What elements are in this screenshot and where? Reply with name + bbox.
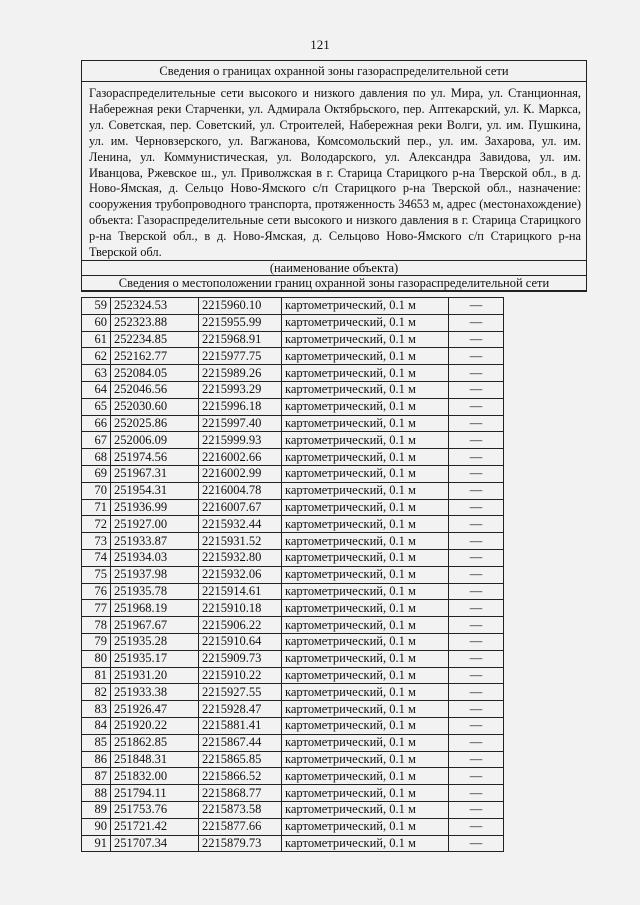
table-row xyxy=(82,465,504,482)
x-coordinate-cell: 251974.56 xyxy=(111,449,199,466)
method-cell: картометрический, 0.1 м xyxy=(282,465,449,482)
method-cell: картометрический, 0.1 м xyxy=(282,768,449,785)
y-coordinate-cell: 2215996.18 xyxy=(199,398,282,415)
points-table-wrap xyxy=(0,297,640,852)
y-coordinate-cell: 2215879.73 xyxy=(199,835,282,852)
table-row xyxy=(82,583,504,600)
x-coordinate-cell: 251707.34 xyxy=(111,835,199,852)
description-cell: — xyxy=(449,717,504,734)
y-coordinate-cell: 2215999.93 xyxy=(199,432,282,449)
y-coordinate-cell: 2215931.52 xyxy=(199,533,282,550)
y-coordinate-cell: 2215932.80 xyxy=(199,549,282,566)
table-row xyxy=(82,785,504,802)
x-coordinate-cell: 251926.47 xyxy=(111,701,199,718)
point-number-cell: 88 xyxy=(82,785,111,802)
method-cell: картометрический, 0.1 м xyxy=(282,667,449,684)
y-coordinate-cell: 2216007.67 xyxy=(199,499,282,516)
method-cell: картометрический, 0.1 м xyxy=(282,348,449,365)
table-row xyxy=(82,751,504,768)
method-cell: картометрический, 0.1 м xyxy=(282,751,449,768)
method-cell: картометрический, 0.1 м xyxy=(282,600,449,617)
table-row xyxy=(82,701,504,718)
zone-info-frame xyxy=(81,60,587,292)
description-cell: — xyxy=(449,751,504,768)
section-title: Сведения о границах охранной зоны газораспределительной сети xyxy=(82,61,586,82)
method-cell: картометрический, 0.1 м xyxy=(282,835,449,852)
table-row xyxy=(82,566,504,583)
point-number-cell: 80 xyxy=(82,650,111,667)
coordinates-table xyxy=(81,297,504,852)
x-coordinate-cell: 251968.19 xyxy=(111,600,199,617)
point-number-cell: 81 xyxy=(82,667,111,684)
table-row xyxy=(82,835,504,852)
method-cell: картометрический, 0.1 м xyxy=(282,801,449,818)
x-coordinate-cell: 251954.31 xyxy=(111,482,199,499)
point-number-cell: 61 xyxy=(82,331,111,348)
method-cell: картометрический, 0.1 м xyxy=(282,516,449,533)
table-row xyxy=(82,717,504,734)
table-row xyxy=(82,533,504,550)
x-coordinate-cell: 251721.42 xyxy=(111,818,199,835)
description-cell: — xyxy=(449,482,504,499)
x-coordinate-cell: 252324.53 xyxy=(111,298,199,315)
point-number-cell: 67 xyxy=(82,432,111,449)
y-coordinate-cell: 2215881.41 xyxy=(199,717,282,734)
x-coordinate-cell: 251934.03 xyxy=(111,549,199,566)
y-coordinate-cell: 2215865.85 xyxy=(199,751,282,768)
x-coordinate-cell: 251935.78 xyxy=(111,583,199,600)
table-row xyxy=(82,365,504,382)
description-cell: — xyxy=(449,415,504,432)
method-cell: картометрический, 0.1 м xyxy=(282,785,449,802)
x-coordinate-cell: 251920.22 xyxy=(111,717,199,734)
location-caption: Сведения о местоположении границ охранной зоны газораспределительной сети xyxy=(82,276,586,291)
x-coordinate-cell: 252084.05 xyxy=(111,365,199,382)
x-coordinate-cell: 252030.60 xyxy=(111,398,199,415)
x-coordinate-cell: 251935.28 xyxy=(111,633,199,650)
description-cell: — xyxy=(449,298,504,315)
table-row xyxy=(82,381,504,398)
description-cell: — xyxy=(449,549,504,566)
x-coordinate-cell: 251794.11 xyxy=(111,785,199,802)
description-cell: — xyxy=(449,566,504,583)
point-number-cell: 69 xyxy=(82,465,111,482)
description-cell: — xyxy=(449,432,504,449)
point-number-cell: 65 xyxy=(82,398,111,415)
description-cell: — xyxy=(449,617,504,634)
x-coordinate-cell: 252025.86 xyxy=(111,415,199,432)
x-coordinate-cell: 251937.98 xyxy=(111,566,199,583)
description-cell: — xyxy=(449,835,504,852)
point-number-cell: 86 xyxy=(82,751,111,768)
description-cell: — xyxy=(449,348,504,365)
table-row xyxy=(82,667,504,684)
x-coordinate-cell: 251832.00 xyxy=(111,768,199,785)
description-cell: — xyxy=(449,499,504,516)
method-cell: картометрический, 0.1 м xyxy=(282,331,449,348)
y-coordinate-cell: 2215993.29 xyxy=(199,381,282,398)
y-coordinate-cell: 2215910.22 xyxy=(199,667,282,684)
table-row xyxy=(82,415,504,432)
description-cell: — xyxy=(449,600,504,617)
object-description: Газораспределительные сети высокого и низкого давления по ул. Мира, ул. Станционная, Набережная реки Старченки, ул. Адмирала Октябрьского, пер. Аптекарский, ул. К. Маркса, ул. Советская, пер. Советский, ул. Строителей, Набережная реки Волги, ул. им. Пушкина, ул. им. Черновзерского, ул. Вагжанова, Комсомольский пер., ул. им. Захарова, ул. им. Ленина, ул. Коммунистическая, ул. Володарского, ул. Александра Завидова, ул. им. Иванцова, Ржевское ш., ул. Приволжская в г. Старица Старицкого р-на Тверской обл., в д. Ново-Ямская, д. Сельцо Ново-Ямского с/п Старицкого р-на Тверской обл., назначение: сооружения трубопроводного транспорта, протяженность 34653 м, адрес (местонахождение) объекта: Газораспределительные сети высокого и низкого давления в г. Старица Старицкого р-на Тверской обл., в д. Ново-Ямская, д. Сельцово Ново-Ямского с/п Старицкого р-на Тверской обл. xyxy=(82,82,586,261)
table-row xyxy=(82,650,504,667)
x-coordinate-cell: 251935.17 xyxy=(111,650,199,667)
method-cell: картометрический, 0.1 м xyxy=(282,365,449,382)
y-coordinate-cell: 2215906.22 xyxy=(199,617,282,634)
y-coordinate-cell: 2215873.58 xyxy=(199,801,282,818)
point-number-cell: 77 xyxy=(82,600,111,617)
description-cell: — xyxy=(449,801,504,818)
method-cell: картометрический, 0.1 м xyxy=(282,533,449,550)
y-coordinate-cell: 2215914.61 xyxy=(199,583,282,600)
method-cell: картометрический, 0.1 м xyxy=(282,381,449,398)
description-cell: — xyxy=(449,583,504,600)
description-cell: — xyxy=(449,516,504,533)
y-coordinate-cell: 2216002.99 xyxy=(199,465,282,482)
coordinates-table-body xyxy=(82,298,504,852)
y-coordinate-cell: 2215968.91 xyxy=(199,331,282,348)
method-cell: картометрический, 0.1 м xyxy=(282,449,449,466)
x-coordinate-cell: 251848.31 xyxy=(111,751,199,768)
table-row xyxy=(82,734,504,751)
method-cell: картометрический, 0.1 м xyxy=(282,432,449,449)
point-number-cell: 87 xyxy=(82,768,111,785)
table-row xyxy=(82,516,504,533)
y-coordinate-cell: 2215932.06 xyxy=(199,566,282,583)
table-row xyxy=(82,600,504,617)
table-row xyxy=(82,449,504,466)
page-number: 121 xyxy=(310,37,330,52)
table-row xyxy=(82,499,504,516)
table-row xyxy=(82,633,504,650)
point-number-cell: 63 xyxy=(82,365,111,382)
table-row xyxy=(82,331,504,348)
method-cell: картометрический, 0.1 м xyxy=(282,617,449,634)
description-cell: — xyxy=(449,465,504,482)
description-cell: — xyxy=(449,381,504,398)
description-cell: — xyxy=(449,667,504,684)
table-row xyxy=(82,801,504,818)
description-cell: — xyxy=(449,398,504,415)
y-coordinate-cell: 2215910.64 xyxy=(199,633,282,650)
table-row xyxy=(82,314,504,331)
method-cell: картометрический, 0.1 м xyxy=(282,398,449,415)
y-coordinate-cell: 2215910.18 xyxy=(199,600,282,617)
y-coordinate-cell: 2215877.66 xyxy=(199,818,282,835)
point-number-cell: 79 xyxy=(82,633,111,650)
description-cell: — xyxy=(449,701,504,718)
x-coordinate-cell: 252323.88 xyxy=(111,314,199,331)
method-cell: картометрический, 0.1 м xyxy=(282,717,449,734)
point-number-cell: 64 xyxy=(82,381,111,398)
y-coordinate-cell: 2215868.77 xyxy=(199,785,282,802)
table-row xyxy=(82,549,504,566)
y-coordinate-cell: 2215955.99 xyxy=(199,314,282,331)
description-cell: — xyxy=(449,633,504,650)
x-coordinate-cell: 251753.76 xyxy=(111,801,199,818)
x-coordinate-cell: 251967.31 xyxy=(111,465,199,482)
table-row xyxy=(82,684,504,701)
method-cell: картометрический, 0.1 м xyxy=(282,818,449,835)
point-number-cell: 59 xyxy=(82,298,111,315)
point-number-cell: 70 xyxy=(82,482,111,499)
description-cell: — xyxy=(449,734,504,751)
description-cell: — xyxy=(449,331,504,348)
method-cell: картометрический, 0.1 м xyxy=(282,482,449,499)
method-cell: картометрический, 0.1 м xyxy=(282,633,449,650)
point-number-cell: 66 xyxy=(82,415,111,432)
x-coordinate-cell: 252046.56 xyxy=(111,381,199,398)
table-row xyxy=(82,432,504,449)
x-coordinate-cell: 251862.85 xyxy=(111,734,199,751)
method-cell: картометрический, 0.1 м xyxy=(282,314,449,331)
description-cell: — xyxy=(449,650,504,667)
y-coordinate-cell: 2215989.26 xyxy=(199,365,282,382)
point-number-cell: 82 xyxy=(82,684,111,701)
y-coordinate-cell: 2215977.75 xyxy=(199,348,282,365)
point-number-cell: 75 xyxy=(82,566,111,583)
description-cell: — xyxy=(449,785,504,802)
x-coordinate-cell: 251967.67 xyxy=(111,617,199,634)
point-number-cell: 73 xyxy=(82,533,111,550)
method-cell: картометрический, 0.1 м xyxy=(282,549,449,566)
x-coordinate-cell: 251927.00 xyxy=(111,516,199,533)
description-cell: — xyxy=(449,533,504,550)
table-row xyxy=(82,617,504,634)
point-number-cell: 62 xyxy=(82,348,111,365)
point-number-cell: 60 xyxy=(82,314,111,331)
table-row xyxy=(82,768,504,785)
description-cell: — xyxy=(449,684,504,701)
x-coordinate-cell: 251931.20 xyxy=(111,667,199,684)
object-name-caption: (наименование объекта) xyxy=(82,261,586,276)
description-cell: — xyxy=(449,768,504,785)
point-number-cell: 76 xyxy=(82,583,111,600)
table-row xyxy=(82,398,504,415)
x-coordinate-cell: 251933.87 xyxy=(111,533,199,550)
x-coordinate-cell: 252006.09 xyxy=(111,432,199,449)
y-coordinate-cell: 2216004.78 xyxy=(199,482,282,499)
point-number-cell: 84 xyxy=(82,717,111,734)
x-coordinate-cell: 252234.85 xyxy=(111,331,199,348)
method-cell: картометрический, 0.1 м xyxy=(282,415,449,432)
y-coordinate-cell: 2215867.44 xyxy=(199,734,282,751)
point-number-cell: 74 xyxy=(82,549,111,566)
y-coordinate-cell: 2215927.55 xyxy=(199,684,282,701)
table-row xyxy=(82,348,504,365)
description-cell: — xyxy=(449,314,504,331)
description-cell: — xyxy=(449,818,504,835)
y-coordinate-cell: 2215866.52 xyxy=(199,768,282,785)
x-coordinate-cell: 251933.38 xyxy=(111,684,199,701)
point-number-cell: 71 xyxy=(82,499,111,516)
x-coordinate-cell: 252162.77 xyxy=(111,348,199,365)
point-number-cell: 91 xyxy=(82,835,111,852)
description-cell: — xyxy=(449,449,504,466)
y-coordinate-cell: 2215997.40 xyxy=(199,415,282,432)
point-number-cell: 72 xyxy=(82,516,111,533)
method-cell: картометрический, 0.1 м xyxy=(282,298,449,315)
y-coordinate-cell: 2215928.47 xyxy=(199,701,282,718)
method-cell: картометрический, 0.1 м xyxy=(282,701,449,718)
point-number-cell: 85 xyxy=(82,734,111,751)
point-number-cell: 90 xyxy=(82,818,111,835)
table-row xyxy=(82,298,504,315)
point-number-cell: 68 xyxy=(82,449,111,466)
table-row xyxy=(82,482,504,499)
y-coordinate-cell: 2215909.73 xyxy=(199,650,282,667)
table-row xyxy=(82,818,504,835)
method-cell: картометрический, 0.1 м xyxy=(282,583,449,600)
method-cell: картометрический, 0.1 м xyxy=(282,684,449,701)
description-cell: — xyxy=(449,365,504,382)
method-cell: картометрический, 0.1 м xyxy=(282,734,449,751)
point-number-cell: 78 xyxy=(82,617,111,634)
method-cell: картометрический, 0.1 м xyxy=(282,499,449,516)
method-cell: картометрический, 0.1 м xyxy=(282,566,449,583)
method-cell: картометрический, 0.1 м xyxy=(282,650,449,667)
point-number-cell: 83 xyxy=(82,701,111,718)
x-coordinate-cell: 251936.99 xyxy=(111,499,199,516)
y-coordinate-cell: 2215960.10 xyxy=(199,298,282,315)
point-number-cell: 89 xyxy=(82,801,111,818)
y-coordinate-cell: 2215932.44 xyxy=(199,516,282,533)
y-coordinate-cell: 2216002.66 xyxy=(199,449,282,466)
